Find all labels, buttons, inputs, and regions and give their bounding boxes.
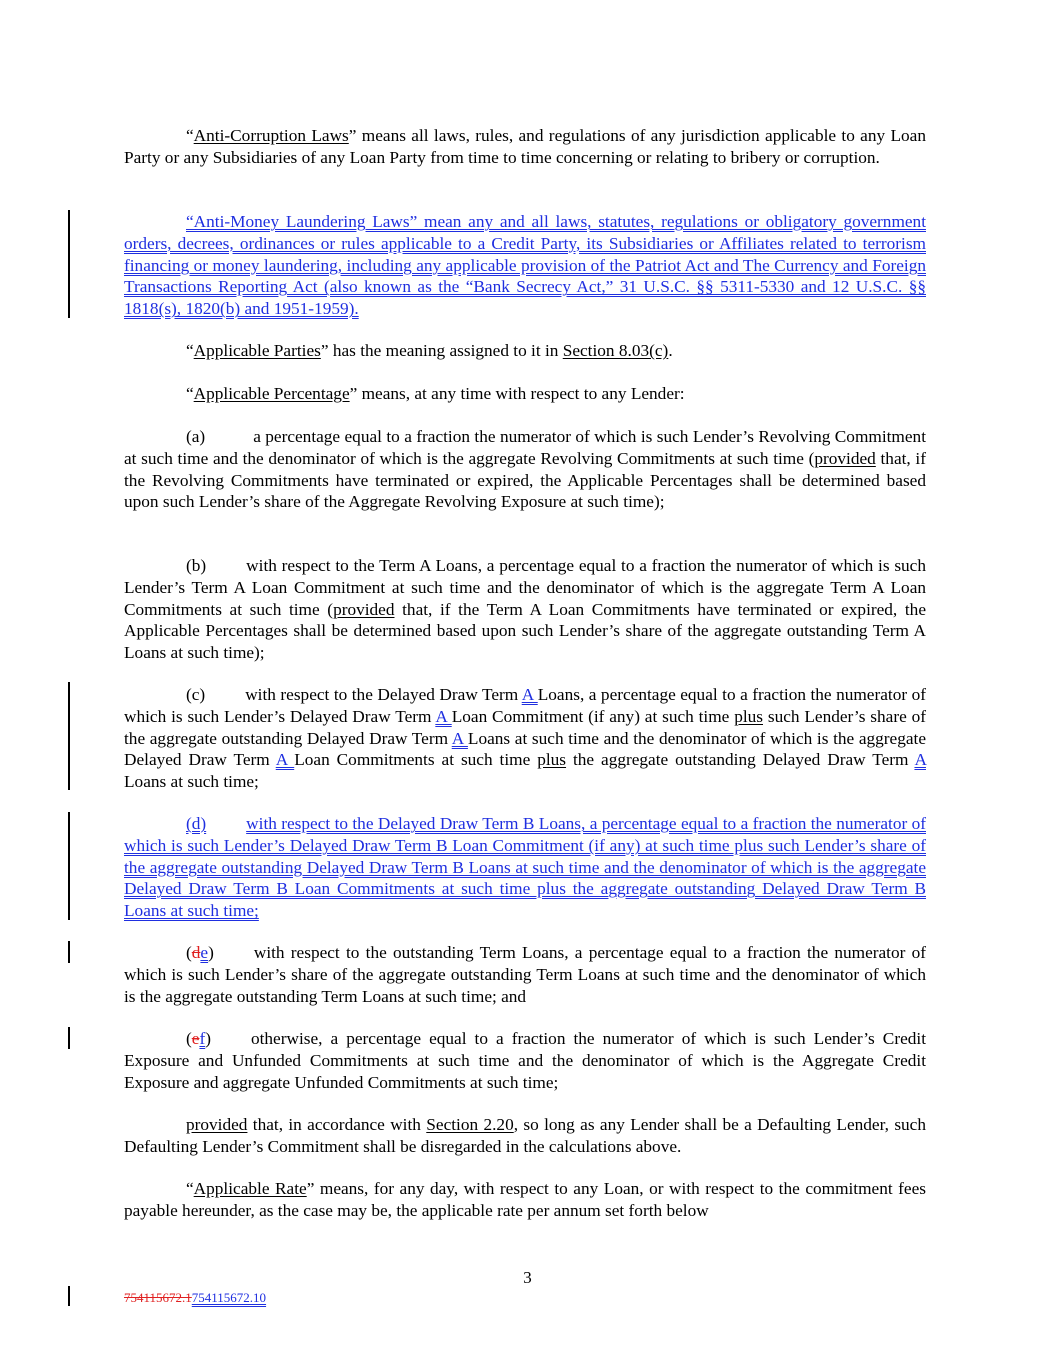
section-reference: Section 8.03(c) — [562, 341, 669, 360]
inserted-text: e — [200, 943, 209, 962]
change-bar — [68, 1027, 70, 1049]
clause-label: (b) — [186, 556, 207, 575]
definition-anti-corruption-laws: “Anti-Corruption Laws” means all laws, rules, and regulations of any jurisdiction applicable to any Loan Party or any Subsidiaries of any Loan Party from time to time concerning or relating to bribery or corruption. — [124, 126, 926, 167]
deleted-text: d — [191, 943, 201, 962]
change-bar — [68, 210, 70, 318]
defined-term: Applicable Percentage — [193, 384, 350, 403]
section-reference: Section 2.20 — [426, 1115, 514, 1134]
clause-label: (c) — [186, 685, 206, 704]
change-bar — [68, 812, 70, 920]
clause-label: (a) — [186, 427, 206, 446]
defined-term: Applicable Rate — [193, 1179, 307, 1198]
deleted-text: e — [191, 1029, 200, 1048]
defined-term: Anti-Corruption Laws — [193, 126, 349, 145]
clause-a: (a) a percentage equal to a fraction the numerator of which is such Lender’s Revolving Commitment at such time and the denominator of which is the aggregate Revolving Commitments at such time (provided that, if the Revolving Commitments have terminated or expired, the Applicable Percentages shall be determined based upon such Lender’s share of the Aggregate Revolving Exposure at such time); — [124, 427, 926, 512]
inserted-text: f — [199, 1029, 206, 1048]
page-number: 3 — [523, 1268, 532, 1287]
inserted-doc-id: 754115672.10 — [191, 1290, 267, 1305]
deleted-doc-id: 754115672.1 — [124, 1290, 192, 1305]
change-bar — [68, 682, 70, 790]
clause-label: (d) — [186, 814, 207, 833]
clause-d — [124, 813, 926, 922]
definition-anti-money-laundering-laws — [124, 211, 926, 320]
clause-c: (c) with respect to the Delayed Draw Term A Loans, a percentage equal to a fraction the numerator of which is such Lender’s Delayed Draw Term A Loan Commitment (if any) at such time plus such Lender’s share of the aggregate outstanding Delayed Draw Term A Loans at such time and the denominator of which is the aggregate Delayed Draw Term A Loan Commitments at such time plus the aggregate outstanding Delayed Draw Term A Loans at such time; — [124, 685, 927, 792]
change-bar — [68, 941, 70, 963]
definition-applicable-percentage: “Applicable Percentage” means, at any time with respect to any Lender: — [186, 384, 685, 403]
clause-f: (ef) otherwise, a percentage equal to a fraction the numerator of which is such Lender’s Credit Exposure and Unfunded Commitments at such time and the denominator of which is the Aggregate Credit Exposure and aggregate Unfunded Commitments at such time; — [124, 1029, 926, 1092]
definition-applicable-rate: “Applicable Rate” means, for any day, with respect to any Loan, or with respect to the commitment fees payable hereunder, as the case may be, the applicable rate per annum set forth below — [124, 1179, 927, 1220]
inserted-text: “Anti-Money Laundering Laws” mean any and all laws, statutes, regulations or obligatory government orders, decrees, ordinances or rules applicable to a Credit Party, its Subsidiaries or Affiliates related to terrorism financing or money laundering, including any applicable provision of the Patriot Act and The Currency and Foreign Transactions Reporting Act (also known as the “Bank Secrecy Act,” 31 U.S.C. §§ 5311-5330 and 12 U.S.C. §§ 1818(s), 1820(b) and 1951-1959). — [124, 212, 926, 319]
proviso: provided that, in accordance with Section 2.20, so long as any Lender shall be a Defaulting Lender, such Defaulting Lender’s Commitment shall be disregarded in the calculations above. — [124, 1115, 926, 1156]
clause-e: (de) with respect to the outstanding Term Loans, a percentage equal to a fraction the numerator of which is such Lender’s share of the aggregate outstanding Term Loans at such time and the denominator of which is the aggregate outstanding Term Loans at such time; and — [124, 943, 926, 1006]
defined-term: Applicable Parties — [193, 341, 321, 360]
change-bar — [68, 1286, 70, 1306]
document-id — [124, 1290, 266, 1306]
clause-b: (b) with respect to the Term A Loans, a percentage equal to a fraction the numerator of which is such Lender’s Term A Loan Commitment at such time and the denominator of which is the aggregate Term A Loan Commitments at such time (provided that, if the Term A Loan Commitments have terminated or expired, the Applicable Percentages shall be determined based upon such Lender’s share of the aggregate outstanding Term A Loans at such time); — [124, 556, 926, 663]
inserted-text: with respect to the Delayed Draw Term B Loans, a percentage equal to a fraction the numerator of which is such Lender’s Delayed Draw Term B Loan Commitment (if any) at such time plus such Lender’s share of the aggregate outstanding Delayed Draw Term B Loans at such time and the denominator of which is the aggregate Delayed Draw Term B Loan Commitments at such time plus the aggregate outstanding Delayed Draw Term B Loans at such time; — [124, 814, 926, 921]
definition-applicable-parties: “Applicable Parties” has the meaning assigned to it in Section 8.03(c). — [186, 341, 673, 360]
